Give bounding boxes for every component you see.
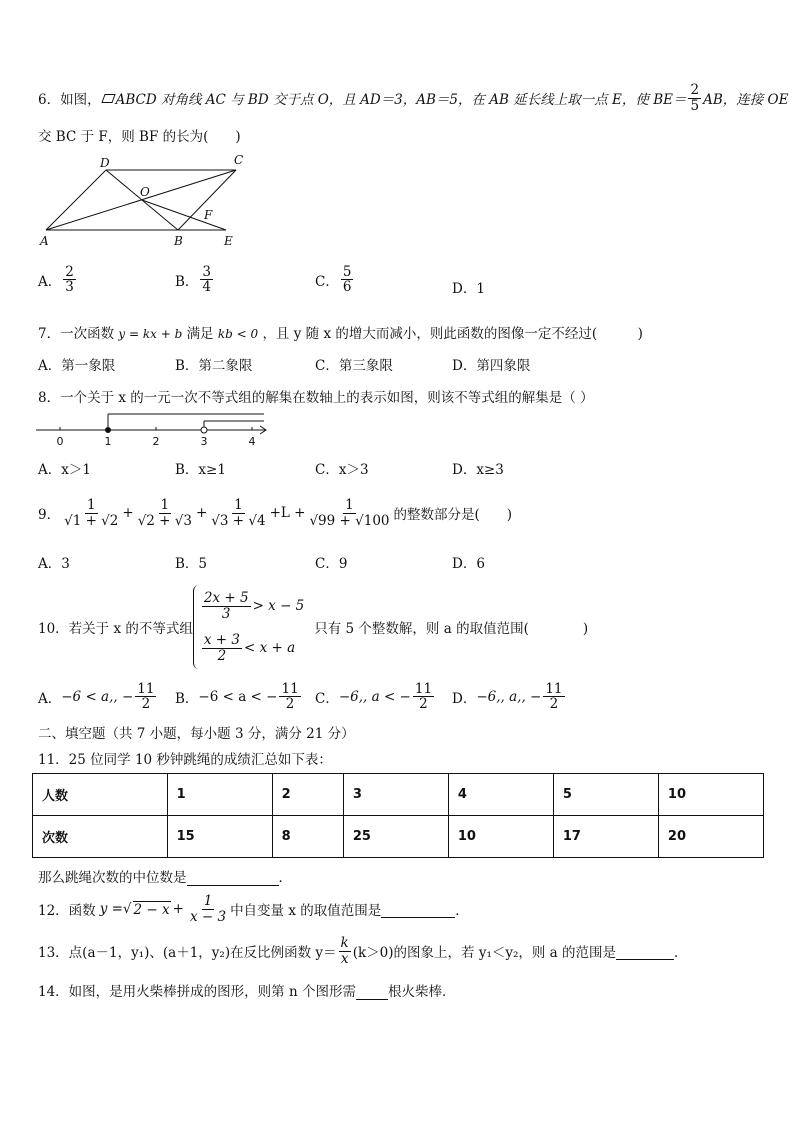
score-table bbox=[32, 773, 764, 858]
label-F: F bbox=[204, 208, 213, 222]
q11-stem: 11．25 位同学 10 秒钟跳绳的成绩汇总如下表： bbox=[38, 752, 332, 768]
table-row: 人数 1 2 3 4 5 10 bbox=[33, 774, 764, 816]
label-C: C bbox=[234, 153, 244, 167]
label-A: A bbox=[40, 234, 49, 248]
table-row: 次数 15 8 25 10 17 20 bbox=[33, 816, 764, 858]
open-dot-icon bbox=[201, 427, 207, 433]
q6-text-b: ABCD 对角线 AC 与 BD 交于点 O，且 AD＝3，AB＝5，在 AB 延长线上取一点 E，使 BE＝ bbox=[115, 92, 687, 108]
q6-text-c: AB，连接 OE bbox=[703, 92, 789, 108]
q9-option-b[interactable]: B．5 bbox=[175, 556, 208, 572]
q9-option-a[interactable]: A．3 bbox=[38, 556, 70, 572]
tick-label-3: 3 bbox=[200, 435, 208, 448]
q13-stem: 13．点(a－1，y₁)、(a＋1，y₂)在反比例函数 y＝ $\frac{k}{x}$ (k＞0)的图象上，若 y₁＜y₂，则 a 的范围是 ． bbox=[38, 935, 688, 967]
q12-stem: 12．函数 y = √ 2 − x + $\frac{1}{x - 3}$ 中自变量 x 的取值范围是 ． bbox=[38, 893, 469, 925]
section-heading: 二、填空题（共 7 小题，每小题 3 分，满分 21 分） bbox=[38, 726, 355, 742]
q7-formula: y = kx + b bbox=[118, 327, 183, 341]
q6-option-d[interactable]: D．1 bbox=[452, 281, 485, 297]
tick-label-0: 0 bbox=[56, 435, 64, 448]
q7-condition: kb < 0 bbox=[217, 327, 259, 341]
sqrt-icon: √ bbox=[122, 901, 132, 917]
q8-option-a[interactable]: A．x＞1 bbox=[38, 462, 91, 478]
q9-stem: 9． $\frac{1}{√1 + √2}$ + $\frac{1}{√2 + √3}$ + $\frac{1}{√3 + √4}$ +L + $\frac{1}{√99 + √100}$ 的整数部分是( ) bbox=[38, 497, 513, 529]
q8-option-c[interactable]: C．x＞3 bbox=[315, 462, 369, 478]
answer-blank[interactable] bbox=[187, 869, 279, 886]
q8-option-b[interactable]: B．x≥1 bbox=[175, 462, 226, 478]
q6-option-b[interactable]: B． $\frac{3}{4}$ bbox=[175, 264, 212, 296]
q6-text-a: 6．如图， bbox=[38, 92, 101, 108]
parallelogram-icon bbox=[101, 94, 115, 103]
label-E: E bbox=[224, 234, 233, 248]
q10-stem: 10．若关于 x 的不等式组 $\frac{2x + 5}{3}$ > x − 5 $\frac{x + 3}{2}$ < x + a 只有 5 个整数解，则 a 的取值范围( ) bbox=[38, 584, 588, 670]
q9-term-n: $\frac{1}{√99 + √100}$ bbox=[309, 497, 390, 529]
q6-fraction: $\frac{2}{5}$ bbox=[690, 82, 700, 114]
q10-system: $\frac{2x + 5}{3}$ > x − 5 $\frac{x + 3}{2}$ < x + a bbox=[193, 585, 304, 669]
q6-line2: 交 BC 于 F，则 BF 的长为( ) bbox=[38, 129, 241, 145]
q6-option-c[interactable]: C． $\frac{5}{6}$ bbox=[315, 264, 352, 296]
closed-dot-icon bbox=[105, 427, 111, 433]
q7-option-d[interactable]: D．第四象限 bbox=[452, 358, 531, 374]
tick-label-2: 2 bbox=[152, 435, 160, 448]
q7-option-b[interactable]: B．第二象限 bbox=[175, 358, 253, 374]
q8-stem: 8．一个关于 x 的一元一次不等式组的解集在数轴上的表示如图，则该不等式组的解集是（ ） bbox=[38, 390, 594, 406]
q9-term-3: $\frac{1}{√3 + √4}$ bbox=[211, 497, 266, 529]
q8-number-line bbox=[36, 408, 272, 450]
q6-line1 bbox=[38, 80, 788, 116]
q7-stem: 7．一次函数 y = kx + b 满足 kb < 0 ，且 y 随 x 的增大而减小，则此函数的图像一定不经过( ) bbox=[38, 326, 643, 342]
answer-blank[interactable] bbox=[616, 943, 674, 960]
q6-parallelogram-figure bbox=[38, 150, 258, 250]
q10-option-a[interactable]: A． −6 < a,, − $\frac{11}{2}$ bbox=[38, 681, 155, 713]
q10-option-d[interactable]: D． −6,, a,, − $\frac{11}{2}$ bbox=[452, 681, 563, 713]
q11-followup: 那么跳绳次数的中位数是 ． bbox=[38, 870, 292, 886]
label-B: B bbox=[174, 234, 183, 248]
tick-label-4: 4 bbox=[248, 435, 256, 448]
q8-option-d[interactable]: D．x≥3 bbox=[452, 462, 504, 478]
q9-option-c[interactable]: C．9 bbox=[315, 556, 348, 572]
q9-option-d[interactable]: D．6 bbox=[452, 556, 485, 572]
q10-option-b[interactable]: B． −6 < a < − $\frac{11}{2}$ bbox=[175, 681, 299, 713]
q10-option-c[interactable]: C． −6,, a < − $\frac{11}{2}$ bbox=[315, 681, 433, 713]
q9-term-1: $\frac{1}{√1 + √2}$ bbox=[64, 497, 119, 529]
answer-blank[interactable] bbox=[356, 983, 388, 1000]
q14-stem: 14．如图，是用火柴棒拼成的图形，则第 n 个图形需 根火柴棒． bbox=[38, 984, 456, 1000]
label-O: O bbox=[140, 185, 150, 199]
answer-blank[interactable] bbox=[381, 901, 455, 918]
label-D: D bbox=[100, 156, 110, 170]
tick-label-1: 1 bbox=[104, 435, 112, 448]
q7-option-c[interactable]: C．第三象限 bbox=[315, 358, 393, 374]
q6-option-a[interactable]: A． $\frac{2}{3}$ bbox=[38, 264, 74, 296]
q9-term-2: $\frac{1}{√2 + √3}$ bbox=[137, 497, 192, 529]
q7-option-a[interactable]: A．第一象限 bbox=[38, 358, 116, 374]
